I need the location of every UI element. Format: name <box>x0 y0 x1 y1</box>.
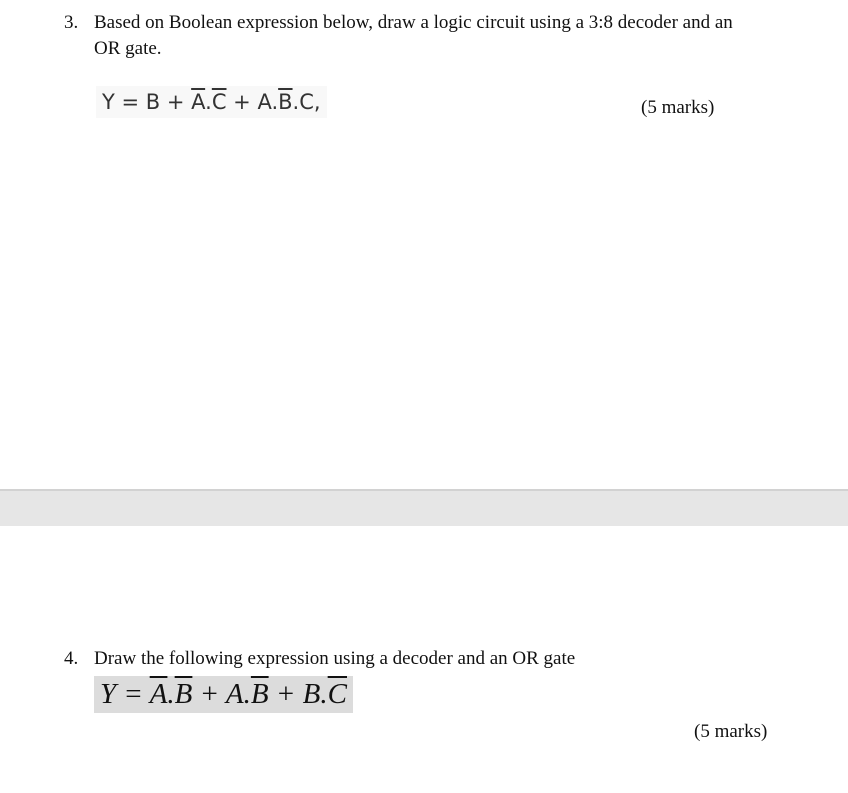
question-4-boolean-expression <box>94 676 353 713</box>
formula-b-bar: $\overline{B}$ <box>278 90 293 114</box>
formula-text: + A. <box>226 90 279 114</box>
page-separator <box>0 489 848 526</box>
formula-b-bar: $\overline{B}$ <box>174 678 193 710</box>
formula-text: Y = <box>100 678 150 710</box>
question-3-text-line-1: Based on Boolean expression below, draw a logic circuit using a 3:8 decoder and an <box>94 12 733 33</box>
formula-text: . <box>205 90 212 114</box>
formula-a-bar: $\overline{A}$ <box>191 90 206 114</box>
document-page-2 <box>0 526 848 793</box>
question-3-marks: (5 marks) <box>641 97 715 118</box>
formula-b-bar: $\overline{B}$ <box>250 678 269 710</box>
formula-c-bar: $\overline{C}$ <box>327 678 347 710</box>
question-3-text <box>94 10 733 62</box>
question-3-text-line-2: OR gate. <box>94 38 162 59</box>
question-4-number: 4. <box>64 648 79 669</box>
formula-a-bar: $\overline{A}$ <box>149 678 168 710</box>
question-3-boolean-expression <box>96 86 327 118</box>
formula-text: + B. <box>268 678 328 710</box>
formula-text: + A. <box>192 678 251 710</box>
question-4-text: Draw the following expression using a decoder and an OR gate <box>94 648 576 669</box>
question-4-marks: (5 marks) <box>694 721 768 742</box>
formula-text: Y = B + <box>102 90 192 114</box>
formula-text: . <box>167 678 175 710</box>
formula-text: .C, <box>292 90 321 114</box>
question-3-number: 3. <box>64 12 79 33</box>
formula-c-bar: $\overline{C}$ <box>211 90 227 114</box>
